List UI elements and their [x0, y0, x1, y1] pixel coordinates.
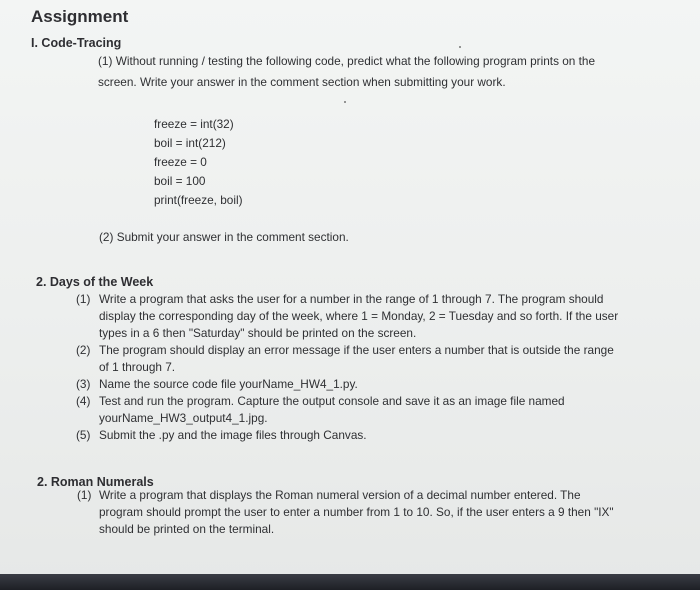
item-number: (2)	[76, 343, 91, 357]
code-line: freeze = 0	[154, 155, 207, 169]
item-number: (1)	[76, 292, 91, 306]
item-text-line: Test and run the program. Capture the output console and save it as an image file named	[99, 394, 565, 408]
code-line: boil = int(212)	[154, 136, 226, 150]
item-text-line: Write a program that displays the Roman numeral version of a decimal number entered. The	[99, 488, 581, 502]
section-heading-code-tracing: I. Code-Tracing	[31, 36, 122, 50]
item-text-line: program should prompt the user to enter a number from 1 to 10. So, if the user enters a 9 then "IX"	[99, 505, 614, 519]
item-text-line: Name the source code file yourName_HW4_1.py.	[99, 377, 358, 391]
item-number: (3)	[76, 377, 91, 391]
code-line: boil = 100	[154, 174, 206, 188]
speck	[459, 46, 461, 48]
code-tracing-instruction-line-1: (1) Without running / testing the following code, predict what the following program prints on the	[98, 54, 596, 68]
item-number: (5)	[76, 428, 91, 442]
code-line: print(freeze, boil)	[154, 193, 243, 207]
submit-answer-instruction: (2) Submit your answer in the comment section.	[99, 230, 349, 244]
section-heading-roman-numerals: 2. Roman Numerals	[37, 475, 154, 489]
section-heading-days-of-week: 2. Days of the Week	[36, 275, 154, 289]
item-number: (1)	[77, 488, 92, 502]
item-text-line: types in a 6 then "Saturday" should be printed on the screen.	[99, 326, 417, 340]
screen-bezel-edge	[0, 574, 700, 590]
item-text-line: yourName_HW3_output4_1.jpg.	[99, 411, 268, 425]
item-number: (4)	[76, 394, 91, 408]
item-text-line: The program should display an error message if the user enters a number that is outside the range	[99, 343, 614, 357]
item-text-line: display the corresponding day of the week, where 1 = Monday, 2 = Tuesday and so forth. If the user	[99, 309, 619, 323]
item-text-line: should be printed on the terminal.	[99, 522, 275, 536]
code-tracing-instruction-line-2: screen. Write your answer in the comment section when submitting your work.	[98, 75, 506, 89]
item-text-line: Submit the .py and the image files through Canvas.	[99, 428, 367, 442]
page-title: Assignment	[31, 7, 129, 26]
item-text-line: Write a program that asks the user for a number in the range of 1 through 7. The program should	[99, 292, 604, 306]
speck	[344, 101, 346, 103]
item-text-line: of 1 through 7.	[99, 360, 176, 374]
code-line: freeze = int(32)	[154, 117, 234, 131]
